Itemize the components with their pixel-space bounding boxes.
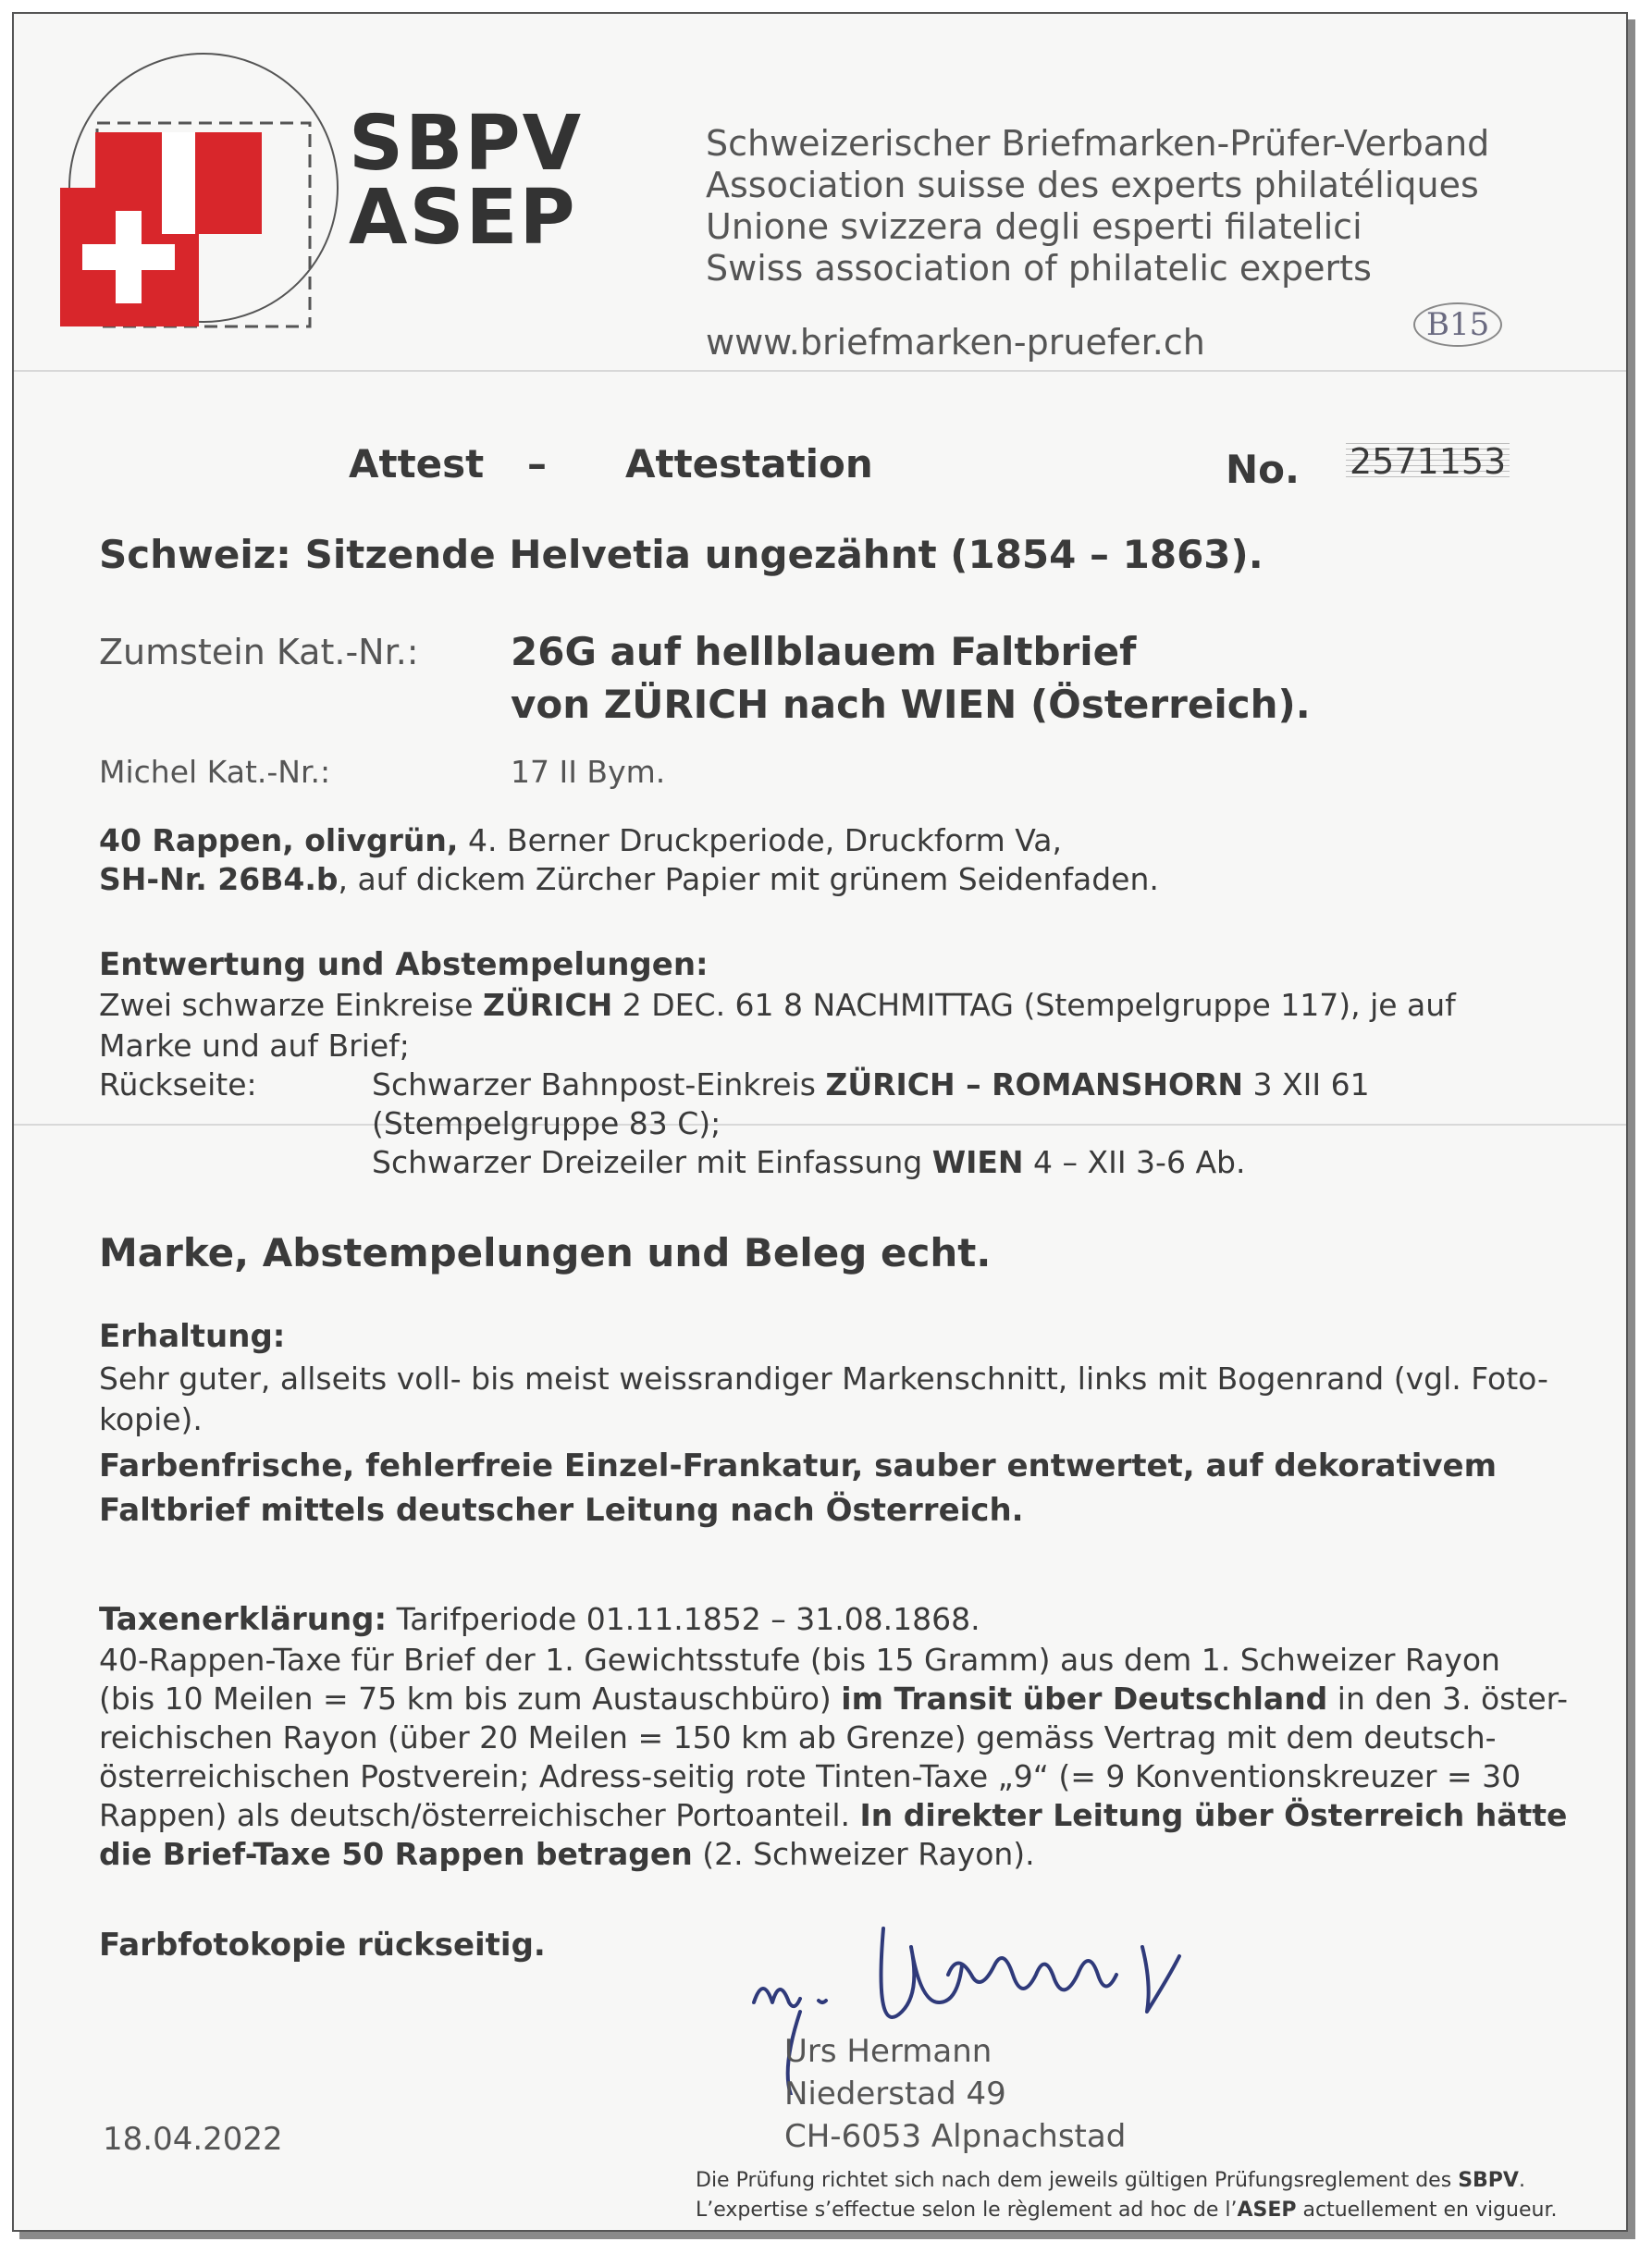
reverse-line3: Schwarzer Dreizeiler mit Einfassung WIEN 4 – XII 3-6 Ab. [372, 1144, 1246, 1180]
tax-line5: Rappen) als deutsch/österreichischer Portoanteil. In direkter Leitung über Österreich hätte [99, 1797, 1568, 1833]
cancellation-heading: Entwertung und Abstempelungen: [99, 946, 709, 983]
title-no-label: No. [1226, 447, 1300, 492]
logo-asep: ASEP [349, 174, 577, 262]
michel-label: Michel Kat.-Nr.: [99, 754, 331, 790]
description-line1: 40 Rappen, olivgrün, 4. Berner Druckperiode, Druckform Va, [99, 822, 1062, 858]
org-name-de: Schweizerischer Briefmarken-Prüfer-Verband [706, 123, 1490, 164]
tax-line4: österreichischen Postverein; Adress-seitig rote Tinten-Taxe „9“ (= 9 Konventionskreuzer = 30 [99, 1758, 1522, 1794]
certificate-sheet [12, 12, 1628, 2232]
condition-bold-line1: Farbenfrische, fehlerfreie Einzel-Frankatur, sauber entwertet, auf dekorativem [99, 1447, 1498, 1484]
tax-heading: Taxenerklärung: Tarifperiode 01.11.1852 – 31.08.1868. [99, 1601, 980, 1638]
title-attest: Attest [349, 441, 485, 487]
title-dash: – [527, 441, 547, 487]
signer-street: Niederstad 49 [784, 2075, 1006, 2112]
reverse-line2: (Stempelgruppe 83 C); [372, 1105, 721, 1141]
michel-value: 17 II Bym. [511, 754, 666, 790]
footer-line2: L’expertise s’effectue selon le règlement ad hoc de l’ASEP actuellement en vigueur. [696, 2199, 1558, 2222]
reverse-label: Rückseite: [99, 1066, 257, 1102]
zumstein-value-line1: 26G auf hellblauem Faltbrief [511, 629, 1137, 674]
website-link[interactable]: www.briefmarken-pruefer.ch [706, 322, 1205, 363]
tax-line1: 40-Rappen-Taxe für Brief der 1. Gewichtsstufe (bis 15 Gramm) aus dem 1. Schweizer Rayon [99, 1642, 1500, 1678]
condition-line1: Sehr guter, allseits voll- bis meist weissrandiger Markenschnitt, links mit Bogenrand (vgl. Foto- [99, 1361, 1548, 1397]
signer-name: Urs Hermann [784, 2033, 992, 2070]
reverse-line1: Schwarzer Bahnpost-Einkreis ZÜRICH – ROMANSHORN 3 XII 61 [372, 1066, 1370, 1102]
org-name-fr: Association suisse des experts philatéliques [706, 165, 1479, 205]
tax-line6: die Brief-Taxe 50 Rappen betragen (2. Schweizer Rayon). [99, 1836, 1035, 1872]
issue-date: 18.04.2022 [103, 2121, 283, 2158]
condition-line2: kopie). [99, 1401, 203, 1437]
tax-line2: (bis 10 Meilen = 75 km bis zum Austauschbüro) im Transit über Deutschland in den 3. öster- [99, 1681, 1568, 1717]
zumstein-label: Zumstein Kat.-Nr.: [99, 632, 419, 672]
org-name-en: Swiss association of philatelic experts [706, 248, 1372, 289]
fold-line-middle [14, 1124, 1626, 1126]
zumstein-value-line2: von ZÜRICH nach WIEN (Österreich). [511, 682, 1311, 727]
main-heading: Schweiz: Sitzende Helvetia ungezähnt (1854 – 1863). [99, 532, 1264, 577]
title-attestation: Attestation [625, 441, 873, 487]
cancellation-line2: Marke und auf Brief; [99, 1028, 410, 1064]
description-line2: SH-Nr. 26B4.b, auf dickem Zürcher Papier mit grünem Seidenfaden. [99, 861, 1159, 897]
certificate-number: 2571153 [1346, 441, 1510, 482]
sbpv-logo-icon [42, 40, 347, 345]
logo-sbpv: SBPV [349, 100, 584, 188]
footer-line1: Die Prüfung richtet sich nach dem jeweils gültigen Prüfungsreglement des SBPV. [696, 2169, 1525, 2192]
org-name-it: Unione svizzera degli esperti filatelici [706, 206, 1362, 247]
photocopy-note: Farbfotokopie rückseitig. [99, 1927, 546, 1964]
handwritten-ref: B15 [1413, 302, 1502, 347]
cancellation-line1: Zwei schwarze Einkreise ZÜRICH 2 DEC. 61 8 NACHMITTAG (Stempelgruppe 117), je auf [99, 987, 1456, 1023]
signer-city: CH-6053 Alpnachstad [784, 2118, 1127, 2155]
condition-bold-line2: Faltbrief mittels deutscher Leitung nach Österreich. [99, 1492, 1024, 1529]
tax-line3: reichischen Rayon (über 20 Meilen = 150 km ab Grenze) gemäss Vertrag mit dem deutsch- [99, 1719, 1497, 1755]
condition-heading: Erhaltung: [99, 1318, 286, 1355]
fold-line-top [14, 370, 1626, 372]
verdict: Marke, Abstempelungen und Beleg echt. [99, 1230, 992, 1275]
